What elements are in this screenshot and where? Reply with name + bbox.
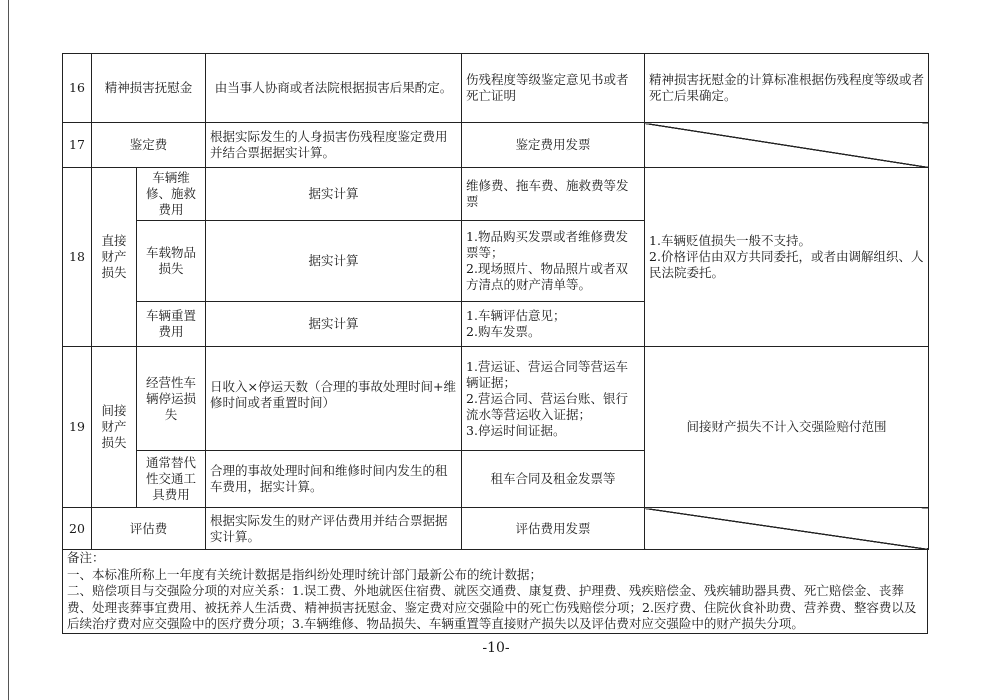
remark-empty-diagonal — [645, 123, 929, 168]
item-name: 评估费 — [92, 508, 206, 550]
sub-item-name: 车辆维修、施救费用 — [137, 168, 206, 221]
notes-line-1: 一、本标准所称上一年度有关统计数据是指纠纷处理时统计部门最新公布的统计数据； — [67, 566, 543, 582]
table-row-17 — [63, 123, 929, 168]
remark: 间接财产损失不计入交强险赔付范围 — [645, 347, 929, 508]
table-row-20 — [63, 508, 929, 550]
sub-item-name: 经营性车辆停运损失 — [137, 347, 206, 451]
calculation-method: 据实计算 — [206, 168, 462, 221]
notes-line-2: 二、赔偿项目与交强险分项的对应关系：1.误工费、外地就医住宿费、就医交通费、康复费、护理费、残疾赔偿金、残疾辅助器具费、死亡赔偿金、丧葬费、处理丧葬事宜费用、被抚养人生活费、精神损害抚慰金、鉴定费对应交强险中的死亡伤残赔偿分项；2.医疗费、住院伙食补助费、营养费、整容费以及后续治疗费对应交强险中的医疗费分项；3.车辆维修、物品损失、车辆重置等直接财产损失以及评估费对应交强险中的财产损失分项。 — [67, 583, 917, 631]
page-number: -10- — [482, 640, 510, 656]
notes-block — [62, 548, 928, 634]
remark-empty-diagonal — [645, 508, 929, 550]
calculation-method: 由当事人协商或者法院根据损害后果酌定。 — [206, 54, 462, 123]
calculation-method: 合理的事故处理时间和维修时间内发生的租车费用，据实计算。 — [206, 451, 462, 508]
calculation-method: 据实计算 — [206, 221, 462, 302]
evidence: 1.营运证、营运合同等营运车辆证据； 2.营运合同、营运台账、银行流水等营运收入证据； 3.停运时间证据。 — [462, 347, 645, 451]
evidence: 伤残程度等级鉴定意见书或者死亡证明 — [462, 54, 645, 123]
evidence: 1.物品购买发票或者维修费发票等； 2.现场照片、物品照片或者双方清点的财产清单等。 — [462, 221, 645, 302]
row-number: 20 — [63, 508, 92, 550]
sub-item-name: 车辆重置费用 — [137, 302, 206, 347]
evidence: 鉴定费用发票 — [462, 123, 645, 168]
table-row-18a — [63, 168, 929, 221]
sub-item-name: 通常替代性交通工具费用 — [137, 451, 206, 508]
calculation-method: 根据实际发生的人身损害伤残程度鉴定费用并结合票据据实计算。 — [206, 123, 462, 168]
row-number: 19 — [63, 347, 92, 508]
row-number: 17 — [63, 123, 92, 168]
notes-title: 备注： — [67, 550, 105, 565]
evidence: 评估费用发票 — [462, 508, 645, 550]
remark: 精神损害抚慰金的计算标准根据伤残程度等级或者死亡后果确定。 — [645, 54, 929, 123]
calculation-method: 据实计算 — [206, 302, 462, 347]
row-number: 16 — [63, 54, 92, 123]
item-name: 精神损害抚慰金 — [92, 54, 206, 123]
page-edge-line — [8, 0, 9, 700]
evidence: 租车合同及租金发票等 — [462, 451, 645, 508]
sub-item-name: 车载物品损失 — [137, 221, 206, 302]
calculation-method: 根据实际发生的财产评估费用并结合票据据实计算。 — [206, 508, 462, 550]
remark: 1.车辆贬值损失一般不支持。 2.价格评估由双方共同委托，或者由调解组织、人民法院委托。 — [645, 168, 929, 347]
item-name: 直接财产损失 — [92, 168, 137, 347]
evidence: 维修费、拖车费、施救费等发票 — [462, 168, 645, 221]
calculation-method: 日收入×停运天数（合理的事故处理时间+维修时间或者重置时间） — [206, 347, 462, 451]
table-row-16 — [63, 54, 929, 123]
row-number: 18 — [63, 168, 92, 347]
item-name: 间接财产损失 — [92, 347, 137, 508]
table-row-19a — [63, 347, 929, 451]
evidence: 1.车辆评估意见； 2.购车发票。 — [462, 302, 645, 347]
compensation-table — [62, 53, 929, 550]
item-name: 鉴定费 — [92, 123, 206, 168]
